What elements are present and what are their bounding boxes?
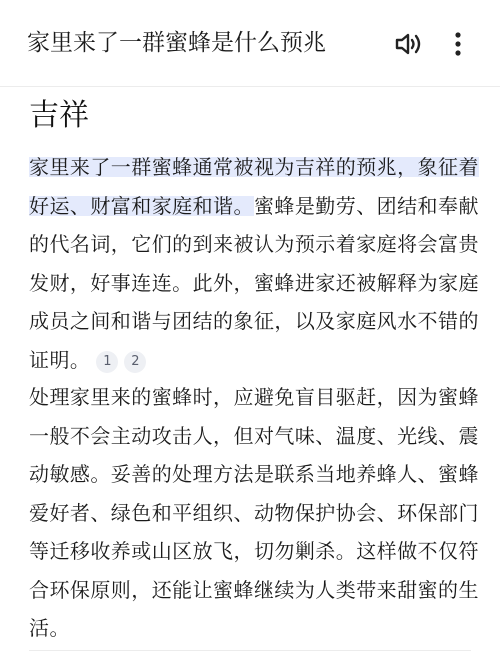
bottom-divider [29,650,471,651]
answer-paragraph-1 [29,148,479,379]
answer-paragraph-2: 处理家里来的蜜蜂时，应避免盲目驱赶，因为蜜蜂一般不会主动攻击人，但对气味、温度、光线、震动敏感。妥善的处理方法是联系当地养蜂人、蜜蜂爱好者、绿色和平组织、动物保护协会、环保部门等迁移收养或山区放飞，切勿剿杀。这样做不仅符合环保原则，还能让蜜蜂继续为人类带来甜蜜的生活。 [29,385,479,640]
speaker-icon[interactable] [394,30,424,58]
page-title: 家里来了一群蜜蜂是什么预兆 [27,30,326,56]
citation-badge-1[interactable]: 1 [96,351,118,373]
citation-badge-2[interactable]: 2 [124,351,146,373]
paragraph-1-body: 蜜蜂是勤劳、团结和奉献的代名词，它们的到来被认为预示着家庭将会富贵发财，好事连连。此外，蜜蜂进家还被解释为家庭成员之间和谐与团结的象征，以及家庭风水不错的证明。 [29,193,479,372]
more-vertical-icon[interactable] [448,30,468,58]
highlighted-sentence: 家里来了一群蜜蜂通常被视为吉祥的预兆，象征着好运、财富和家庭和谐。 [29,155,479,218]
answer-heading: 吉祥 [29,98,89,133]
top-bar [0,0,500,87]
